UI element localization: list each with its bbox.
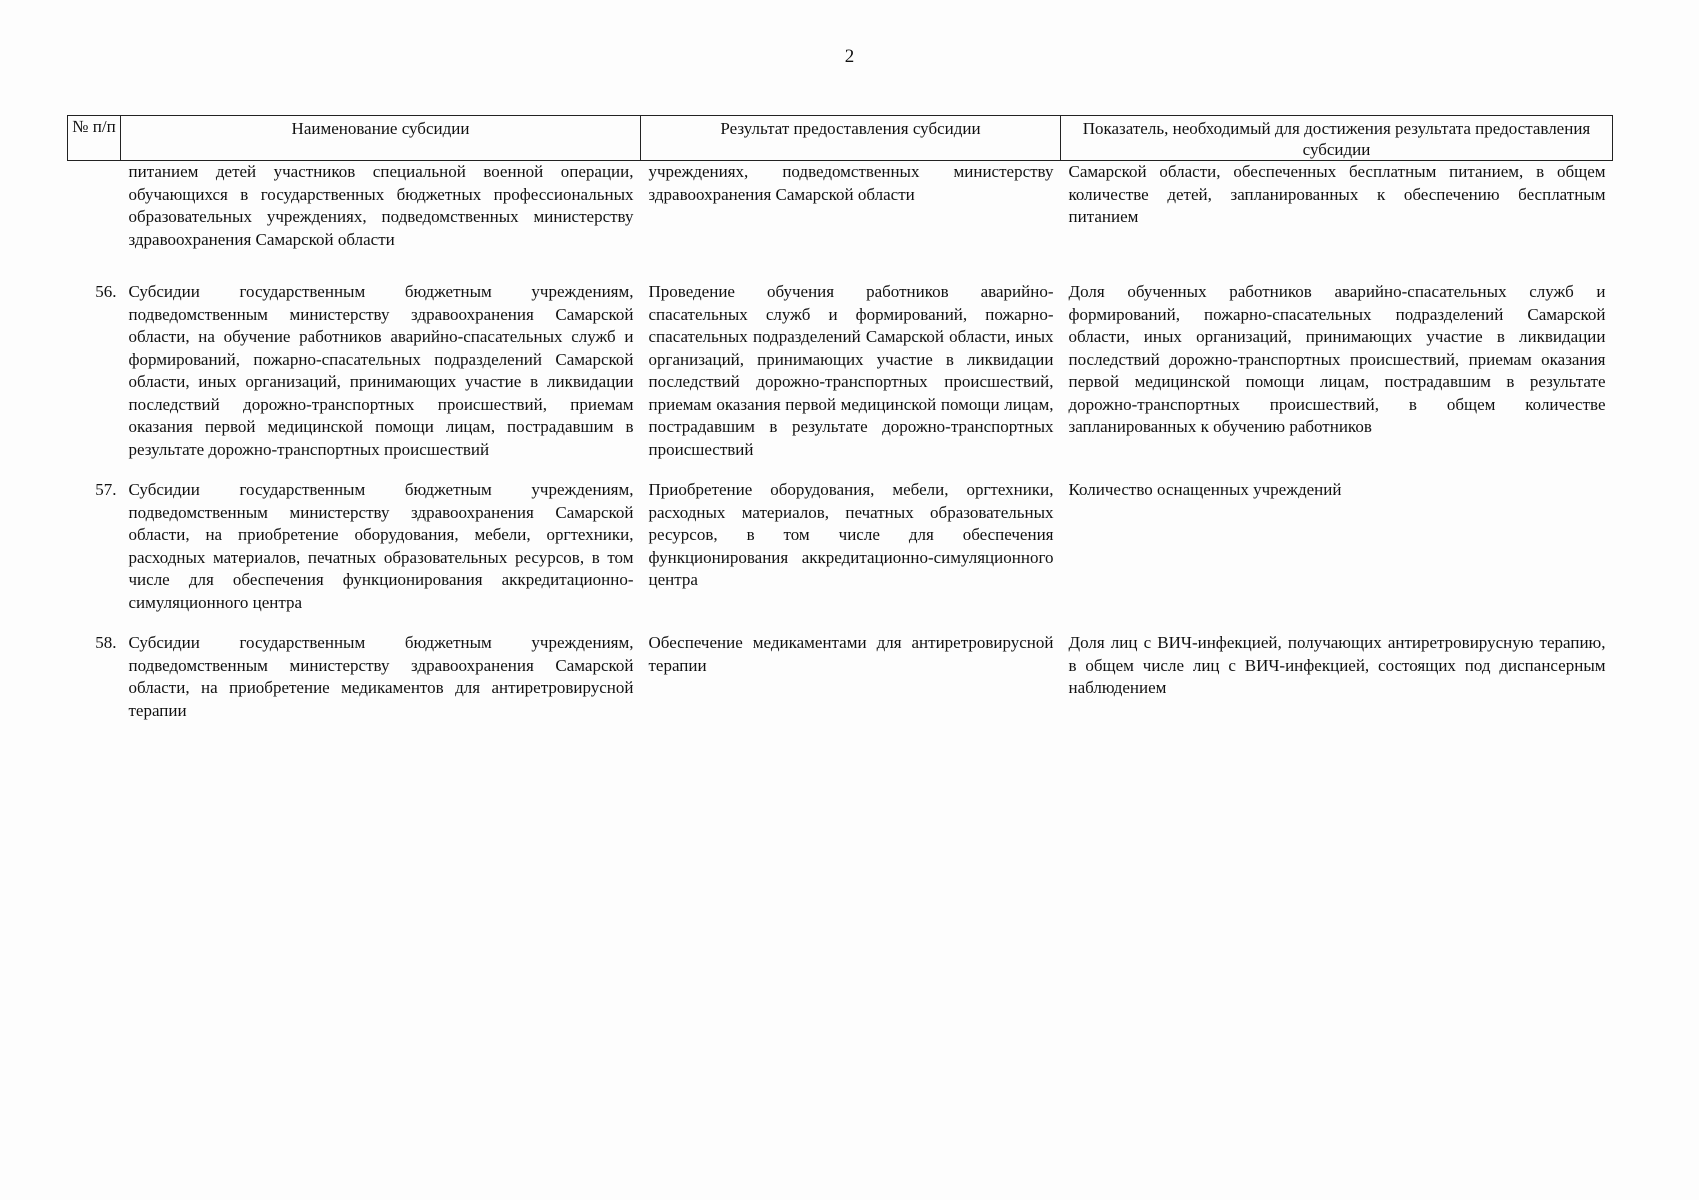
header-subsidy-name: Наименование субсидии [121, 116, 641, 161]
indicator-cell: Доля лиц с ВИЧ-инфекцией, получающих антиретровирусную терапию, в общем числе лиц с ВИЧ-инфекцией, состоящих под диспансерным наблюдением [1068, 633, 1606, 697]
header-indicator: Показатель, необходимый для достижения результата предоставления субсидии [1061, 116, 1613, 161]
table-row [68, 632, 1613, 740]
table-row [68, 281, 1613, 479]
indicator-cell: Доля обученных работников аварийно-спасательных служб и формирований, пожарно-спасательных подразделений Самарской области, иных организаций, принимающих участие в ликвидации последствий дорожно-транспортных происшествий, приемам оказания первой медицинской помощи лицам, пострадавшим в результате дорожно-транспортных происшествий, в общем количестве запланированных к обучению работников [1068, 282, 1606, 436]
result-cell: учреждениях, подведомственных министерству здравоохранения Самарской области [648, 162, 1054, 204]
row-number: 57. [95, 480, 117, 499]
indicator-cell: Самарской области, обеспеченных бесплатным питанием, в общем количестве детей, запланированных к обеспечению бесплатным питанием [1068, 162, 1606, 226]
page-number: 2 [844, 46, 855, 67]
header-result: Результат предоставления субсидии [641, 116, 1061, 161]
table-row [68, 161, 1613, 282]
subsidy-name-cell: Субсидии государственным бюджетным учреждениям, подведомственным министерству здравоохранения Самарской области, на приобретение медикаментов для антиретровирусной терапии [128, 633, 634, 720]
subsidy-name-cell: Субсидии государственным бюджетным учреждениям, подведомственным министерству здравоохранения Самарской области, на обучение работников аварийно-спасательных служб и формирований, пожарно-спасательных подразделений Самарской области, иных организаций, принимающих участие в ликвидации последствий дорожно-транспортных происшествий, приемам оказания первой медицинской помощи лицам, пострадавшим в результате дорожно-транспортных происшествий [128, 282, 634, 459]
header-number: № п/п [68, 116, 121, 161]
result-cell: Приобретение оборудования, мебели, оргтехники, расходных материалов, печатных образовательных ресурсов, в том числе для обеспечения функционирования аккредитационно-симуляционного центра [648, 480, 1054, 589]
row-number: 58. [95, 633, 117, 652]
indicator-cell: Количество оснащенных учреждений [1068, 480, 1342, 499]
subsidy-name-cell: Субсидии государственным бюджетным учреждениям, подведомственным министерству здравоохранения Самарской области, на приобретение оборудования, мебели, оргтехники, расходных материалов, печатных образовательных ресурсов, в том числе для обеспечения функционирования аккредитационно-симуляционного центра [128, 480, 634, 612]
result-cell: Проведение обучения работников аварийно-спасательных служб и формирований, пожарно-спасательных подразделений Самарской области, иных организаций, принимающих участие в ликвидации последствий дорожно-транспортных происшествий, приемам оказания первой медицинской помощи лицам, пострадавшим в результате дорожно-транспортных происшествий [648, 282, 1054, 459]
table-row [68, 479, 1613, 632]
row-number [68, 161, 121, 282]
table-header [68, 116, 1613, 161]
subsidy-table [67, 115, 1613, 740]
row-number: 56. [95, 282, 117, 301]
result-cell: Обеспечение медикаментами для антиретровирусной терапии [648, 633, 1054, 675]
subsidy-name-cell: питанием детей участников специальной военной операции, обучающихся в государственных бюджетных профессиональных образовательных учреждениях, подведомственных министерству здравоохранения Самарской области [128, 162, 634, 249]
